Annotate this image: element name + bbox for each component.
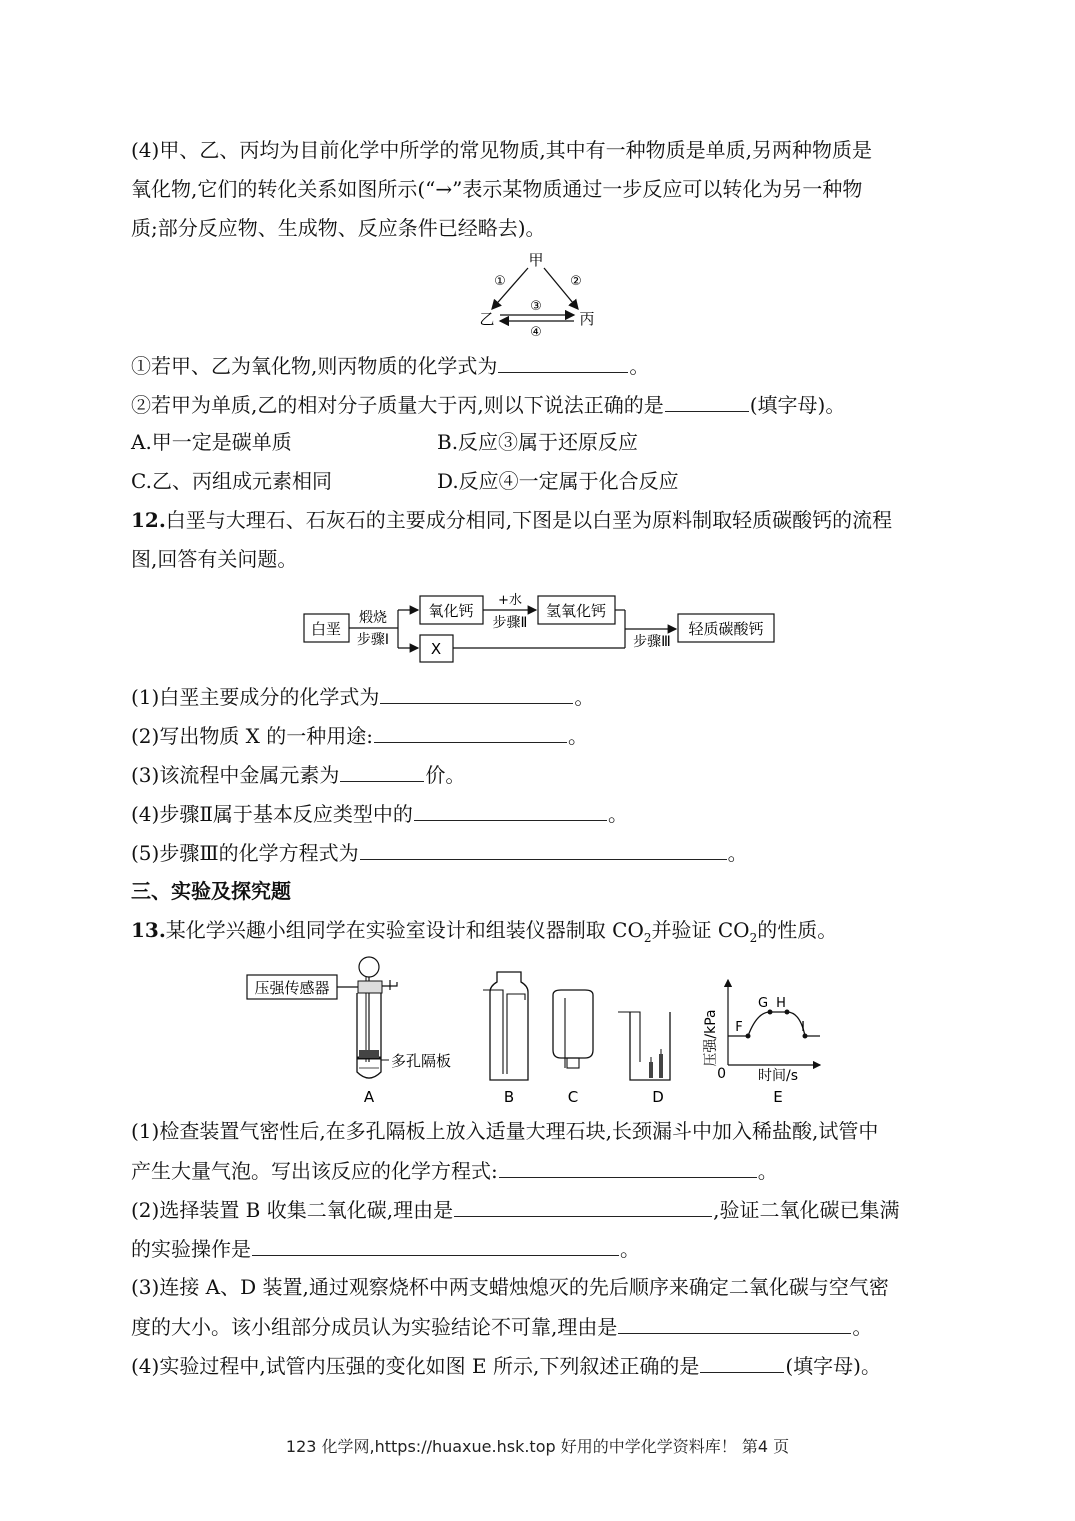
conversion-diagram xyxy=(470,248,610,338)
box-cao-label: 氧化钙 xyxy=(428,602,474,620)
e-ylabel: 压强/kPa xyxy=(703,1009,719,1067)
label-4: ④ xyxy=(530,325,542,340)
e-point-g: G xyxy=(757,996,769,1011)
box-caoh2-label: 氢氧化钙 xyxy=(545,602,607,620)
q12-p5: (5)步骤Ⅲ的化学方程式为 。 xyxy=(131,841,748,865)
q12-line1: 12.白垩与大理石、石灰石的主要成分相同,下图是以白垩为原料制取轻质碳酸钙的流程 xyxy=(131,508,893,532)
q11-4-sub2: ②若甲为单质,乙的相对分子质量大于丙,则以下说法正确的是 (填字母)。 xyxy=(131,393,846,417)
label-e: E xyxy=(773,1088,783,1106)
box-end-label: 轻质碳酸钙 xyxy=(688,620,764,638)
q12-p1: (1)白垩主要成分的化学式为 。 xyxy=(131,685,595,709)
sensor-label: 压强传感器 xyxy=(254,979,330,997)
step1-top: 煅烧 xyxy=(359,610,387,626)
diagram-yi: 乙 xyxy=(479,310,495,328)
label-2: ② xyxy=(570,274,582,289)
section-title: 三、实验及探究题 xyxy=(131,879,291,903)
label-b: B xyxy=(503,1088,515,1106)
q11-4-line3: 质;部分反应物、生成物、反应条件已经略去)。 xyxy=(131,216,546,240)
label-3: ③ xyxy=(530,299,542,314)
q13-p4: (4)实验过程中,试管内压强的变化如图 E 所示,下列叙述正确的是 (填字母)。 xyxy=(131,1354,881,1378)
e-xlabel: 时间/s xyxy=(757,1068,799,1084)
e-point-h: H xyxy=(776,996,786,1011)
label-a: A xyxy=(363,1088,375,1106)
label-d: D xyxy=(652,1088,664,1106)
q12-p2: (2)写出物质 X 的一种用途: 。 xyxy=(131,724,589,748)
flowchart xyxy=(298,586,783,666)
q11-4-line2: 氧化物,它们的转化关系如图所示(“→”表示某物质通过一步反应可以转化为另一种物 xyxy=(131,177,863,201)
option-c: C.乙、丙组成元素相同 xyxy=(131,469,332,493)
label-c: C xyxy=(567,1088,579,1106)
q11-4-line1: (4)甲、乙、丙均为目前化学中所学的常见物质,其中有一种物质是单质,另两种物质是 xyxy=(131,138,873,162)
option-d: D.反应④一定属于化合反应 xyxy=(437,469,679,493)
diagram-bing: 丙 xyxy=(579,310,595,328)
q13-p1-l2: 产生大量气泡。写出该反应的化学方程式: 。 xyxy=(131,1159,778,1183)
diagram-jia: 甲 xyxy=(528,251,544,269)
q13-p3-l1: (3)连接 A、D 装置,通过观察烧杯中两支蜡烛熄灭的先后顺序来确定二氧化碳与空气密 xyxy=(131,1275,889,1299)
q13-line1: 13.某化学兴趣小组同学在实验室设计和组装仪器制取 $CO_2$并验证 $CO_2$的性质。 xyxy=(131,918,838,945)
option-a: A.甲一定是碳单质 xyxy=(131,430,292,454)
q13-p2-l2: 的实验操作是 。 xyxy=(131,1237,640,1261)
e-point-f: F xyxy=(735,1020,743,1035)
q12-p3: (3)该流程中金属元素为 价。 xyxy=(131,763,466,787)
q13-p1-l1: (1)检查装置气密性后,在多孔隔板上放入适量大理石块,长颈漏斗中加入稀盐酸,试管中 xyxy=(131,1119,879,1143)
q12-p4: (4)步骤Ⅱ属于基本反应类型中的 。 xyxy=(131,802,628,826)
step1-bottom: 步骤Ⅰ xyxy=(356,632,390,648)
box-baie-label: 白垩 xyxy=(310,620,342,638)
option-b: B.反应③属于还原反应 xyxy=(437,430,639,454)
label-1: ① xyxy=(494,274,506,289)
q12-line2: 图,回答有关问题。 xyxy=(131,547,298,571)
step2-bottom: 步骤Ⅱ xyxy=(492,615,528,631)
q11-4-sub1: ①若甲、乙为氧化物,则丙物质的化学式为 。 xyxy=(131,354,650,378)
plate-label: 多孔隔板 xyxy=(391,1052,452,1070)
page-footer: 123 化学网,https://huaxue.hsk.top 好用的中学化学资料库！ 第4 页 xyxy=(285,1437,790,1456)
e-origin: 0 xyxy=(717,1066,726,1082)
q13-p2-l1: (2)选择装置 B 收集二氧化碳,理由是 ,验证二氧化碳已集满 xyxy=(131,1198,900,1222)
q13-p3-l2: 度的大小。该小组部分成员认为实验结论不可靠,理由是 。 xyxy=(131,1315,873,1339)
step2-top: +水 xyxy=(498,593,522,608)
box-x-label: X xyxy=(430,640,442,658)
apparatus-figure xyxy=(245,950,835,1110)
e-point-i: I xyxy=(801,1020,805,1035)
step3-label: 步骤Ⅲ xyxy=(633,634,671,650)
